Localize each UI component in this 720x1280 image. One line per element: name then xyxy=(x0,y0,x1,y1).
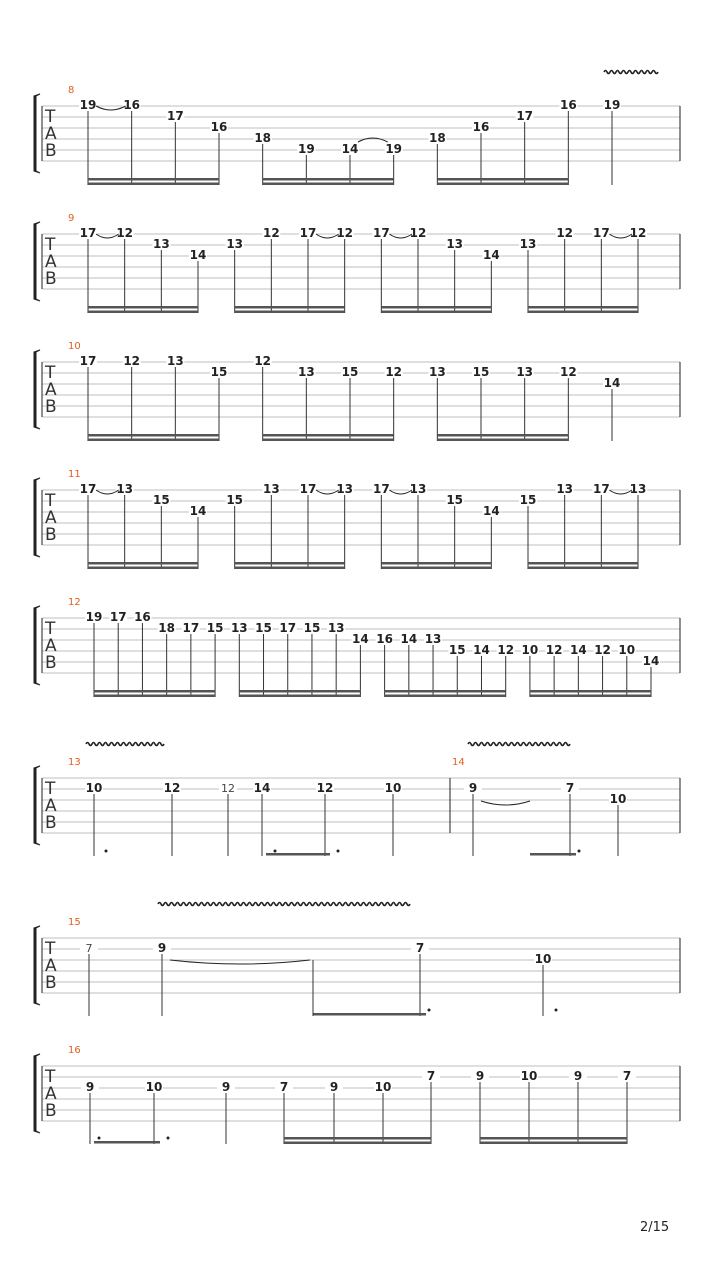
beam xyxy=(381,567,491,570)
fret-number: 9 xyxy=(85,1080,95,1094)
staff-bracket xyxy=(34,926,40,1005)
fret-number: 15 xyxy=(519,493,537,507)
fret-number: 12 xyxy=(385,365,403,379)
fret-number: 7 xyxy=(85,942,93,955)
fret-number: 12 xyxy=(316,781,334,795)
fret-number: 10 xyxy=(85,781,103,795)
slur-mark xyxy=(481,801,530,805)
beam xyxy=(313,1013,426,1016)
staff-bracket xyxy=(34,222,40,301)
fret-number: 13 xyxy=(336,482,354,496)
beam xyxy=(437,434,568,437)
tab-label-a: A xyxy=(45,796,57,816)
tab-label-t: T xyxy=(45,1067,56,1087)
fret-number: 12 xyxy=(629,226,647,240)
beam xyxy=(528,562,638,565)
tab-label-a: A xyxy=(45,124,57,144)
measure-number: 9 xyxy=(68,213,75,224)
fret-number: 10 xyxy=(609,792,627,806)
fret-number: 14 xyxy=(400,632,418,646)
tab-label-a: A xyxy=(45,636,57,656)
beam xyxy=(437,183,568,186)
beam xyxy=(88,562,198,565)
beam xyxy=(437,439,568,442)
fret-number: 12 xyxy=(497,643,515,657)
fret-number: 12 xyxy=(123,354,141,368)
dot xyxy=(555,1009,558,1012)
fret-number: 18 xyxy=(254,131,272,145)
beam xyxy=(528,567,638,570)
fret-number: 10 xyxy=(520,1069,538,1083)
beam xyxy=(88,183,219,186)
beam xyxy=(263,434,394,437)
fret-number: 15 xyxy=(255,621,272,635)
fret-number: 16 xyxy=(134,610,151,624)
beam xyxy=(235,562,345,565)
fret-number: 17 xyxy=(299,226,317,240)
vibrato-mark xyxy=(158,903,410,906)
staff-bracket xyxy=(34,766,40,845)
beam xyxy=(381,311,491,314)
beam xyxy=(530,695,651,698)
beam xyxy=(266,853,330,856)
fret-number: 10 xyxy=(374,1080,392,1094)
fret-number: 17 xyxy=(592,482,610,496)
dot xyxy=(98,1137,101,1140)
beam xyxy=(480,1142,627,1145)
fret-number: 13 xyxy=(297,365,315,379)
slur-mark xyxy=(316,490,339,494)
tab-label-a: A xyxy=(45,1084,57,1104)
tab-label-b: B xyxy=(45,1101,57,1121)
beam xyxy=(437,178,568,181)
staff-bracket xyxy=(34,478,40,557)
fret-number: 19 xyxy=(85,610,103,624)
beam xyxy=(284,1137,431,1140)
fret-number: 7 xyxy=(279,1080,289,1094)
fret-number: 13 xyxy=(226,237,244,251)
staff-bracket xyxy=(34,94,40,173)
dot xyxy=(337,850,340,853)
slur-mark xyxy=(96,106,126,110)
dot xyxy=(167,1137,170,1140)
fret-number: 13 xyxy=(424,632,442,646)
fret-number: 12 xyxy=(262,226,280,240)
dot xyxy=(578,850,581,853)
fret-number: 12 xyxy=(221,782,235,795)
tab-label-b: B xyxy=(45,141,57,161)
fret-number: 15 xyxy=(446,493,464,507)
slur-mark xyxy=(609,234,632,238)
staff-bracket xyxy=(34,350,40,429)
fret-number: 19 xyxy=(385,142,403,156)
fret-number: 13 xyxy=(230,621,248,635)
beam xyxy=(284,1142,431,1145)
beam xyxy=(88,306,198,309)
slur-mark xyxy=(316,234,339,238)
beam xyxy=(381,306,491,309)
fret-number: 9 xyxy=(475,1069,485,1083)
fret-number: 14 xyxy=(253,781,271,795)
measure-number: 10 xyxy=(68,341,81,352)
fret-number: 17 xyxy=(279,621,297,635)
fret-number: 13 xyxy=(166,354,184,368)
slur-mark xyxy=(609,490,632,494)
measure-number: 13 xyxy=(68,757,81,768)
fret-number: 13 xyxy=(516,365,534,379)
slur-mark xyxy=(96,234,119,238)
tab-label-t: T xyxy=(45,235,56,255)
beam xyxy=(235,311,345,314)
vibrato-mark xyxy=(86,743,164,746)
fret-number: 10 xyxy=(534,952,552,966)
measure-number: 8 xyxy=(68,85,75,96)
fret-number: 14 xyxy=(341,142,359,156)
beam xyxy=(263,178,394,181)
fret-number: 17 xyxy=(182,621,200,635)
fret-number: 9 xyxy=(221,1080,231,1094)
fret-number: 14 xyxy=(189,504,207,518)
beam xyxy=(480,1137,627,1140)
dot xyxy=(428,1009,431,1012)
beam xyxy=(385,690,506,693)
beam xyxy=(239,690,360,693)
fret-number: 15 xyxy=(226,493,244,507)
fret-number: 9 xyxy=(157,941,167,955)
fret-number: 7 xyxy=(565,781,575,795)
tab-label-b: B xyxy=(45,269,57,289)
fret-number: 17 xyxy=(79,226,97,240)
beam xyxy=(385,695,506,698)
fret-number: 15 xyxy=(152,493,170,507)
beam xyxy=(530,853,576,856)
fret-number: 16 xyxy=(123,98,141,112)
fret-number: 13 xyxy=(629,482,647,496)
fret-number: 14 xyxy=(569,643,587,657)
fret-number: 12 xyxy=(409,226,427,240)
fret-number: 12 xyxy=(254,354,272,368)
fret-number: 13 xyxy=(409,482,427,496)
measure-number: 11 xyxy=(68,469,81,480)
staff-bracket xyxy=(34,606,40,685)
beam xyxy=(239,695,360,698)
beam xyxy=(528,311,638,314)
fret-number: 12 xyxy=(559,365,577,379)
fret-number: 10 xyxy=(618,643,636,657)
fret-number: 12 xyxy=(163,781,181,795)
fret-number: 13 xyxy=(446,237,464,251)
tab-label-t: T xyxy=(45,363,56,383)
beam xyxy=(530,690,651,693)
fret-number: 12 xyxy=(116,226,134,240)
beam xyxy=(381,562,491,565)
vibrato-mark xyxy=(468,743,570,746)
fret-number: 17 xyxy=(516,109,534,123)
fret-number: 7 xyxy=(426,1069,436,1083)
beam xyxy=(94,690,215,693)
fret-number: 16 xyxy=(559,98,577,112)
slur-mark xyxy=(389,490,412,494)
fret-number: 17 xyxy=(166,109,184,123)
fret-number: 13 xyxy=(519,237,537,251)
measure-number: 14 xyxy=(452,757,465,768)
beam xyxy=(88,567,198,570)
tab-label-b: B xyxy=(45,973,57,993)
fret-number: 19 xyxy=(297,142,315,156)
tab-label-t: T xyxy=(45,619,56,639)
beam xyxy=(263,183,394,186)
fret-number: 13 xyxy=(116,482,134,496)
tab-label-a: A xyxy=(45,956,57,976)
vibrato-mark xyxy=(604,71,658,74)
tab-label-t: T xyxy=(45,491,56,511)
fret-number: 12 xyxy=(336,226,354,240)
fret-number: 16 xyxy=(472,120,490,134)
fret-number: 12 xyxy=(594,643,611,657)
fret-number: 15 xyxy=(448,643,466,657)
fret-number: 16 xyxy=(210,120,228,134)
fret-number: 9 xyxy=(329,1080,339,1094)
dot xyxy=(274,850,277,853)
dot xyxy=(105,850,108,853)
fret-number: 15 xyxy=(303,621,321,635)
fret-number: 12 xyxy=(545,643,563,657)
fret-number: 9 xyxy=(573,1069,583,1083)
beam xyxy=(235,306,345,309)
fret-number: 14 xyxy=(603,376,621,390)
fret-number: 19 xyxy=(603,98,621,112)
fret-number: 17 xyxy=(79,354,97,368)
tab-label-b: B xyxy=(45,813,57,833)
fret-number: 14 xyxy=(352,632,369,646)
beam xyxy=(528,306,638,309)
measure-number: 16 xyxy=(68,1045,81,1056)
tab-label-b: B xyxy=(45,653,57,673)
tab-label-a: A xyxy=(45,508,57,528)
fret-number: 9 xyxy=(468,781,478,795)
fret-number: 10 xyxy=(384,781,402,795)
fret-number: 15 xyxy=(206,621,224,635)
fret-number: 14 xyxy=(482,248,500,262)
fret-number: 17 xyxy=(592,226,610,240)
slur-mark xyxy=(96,490,119,494)
beam xyxy=(94,1141,160,1144)
tab-label-t: T xyxy=(45,779,56,799)
fret-number: 17 xyxy=(372,226,390,240)
fret-number: 17 xyxy=(109,610,127,624)
beam xyxy=(235,567,345,570)
fret-number: 15 xyxy=(472,365,490,379)
fret-number: 18 xyxy=(428,131,446,145)
slur-mark xyxy=(389,234,412,238)
staff-bracket xyxy=(34,1054,40,1133)
fret-number: 7 xyxy=(622,1069,632,1083)
fret-number: 14 xyxy=(473,643,490,657)
fret-number: 12 xyxy=(556,226,574,240)
fret-number: 14 xyxy=(642,654,660,668)
beam xyxy=(88,178,219,181)
fret-number: 13 xyxy=(428,365,446,379)
fret-number: 17 xyxy=(372,482,390,496)
fret-number: 10 xyxy=(145,1080,163,1094)
fret-number: 13 xyxy=(262,482,280,496)
page-number: 2/15 xyxy=(640,1220,670,1235)
tab-label-t: T xyxy=(45,107,56,127)
fret-number: 7 xyxy=(415,941,425,955)
fret-number: 15 xyxy=(341,365,359,379)
beam xyxy=(88,311,198,314)
fret-number: 18 xyxy=(158,621,176,635)
tab-label-a: A xyxy=(45,380,57,400)
fret-number: 19 xyxy=(79,98,97,112)
fret-number: 17 xyxy=(79,482,97,496)
beam xyxy=(94,695,215,698)
fret-number: 13 xyxy=(327,621,345,635)
tab-label-b: B xyxy=(45,525,57,545)
fret-number: 13 xyxy=(556,482,574,496)
tab-label-t: T xyxy=(45,939,56,959)
fret-number: 17 xyxy=(299,482,317,496)
measure-number: 12 xyxy=(68,597,81,608)
fret-number: 14 xyxy=(482,504,500,518)
measure-number: 15 xyxy=(68,917,81,928)
fret-number: 13 xyxy=(152,237,170,251)
tab-label-a: A xyxy=(45,252,57,272)
fret-number: 14 xyxy=(189,248,207,262)
beam xyxy=(263,439,394,442)
tab-label-b: B xyxy=(45,397,57,417)
fret-number: 10 xyxy=(521,643,539,657)
slur-mark xyxy=(170,960,310,964)
beam xyxy=(88,434,219,437)
fret-number: 16 xyxy=(376,632,393,646)
fret-number: 15 xyxy=(210,365,228,379)
beam xyxy=(88,439,219,442)
